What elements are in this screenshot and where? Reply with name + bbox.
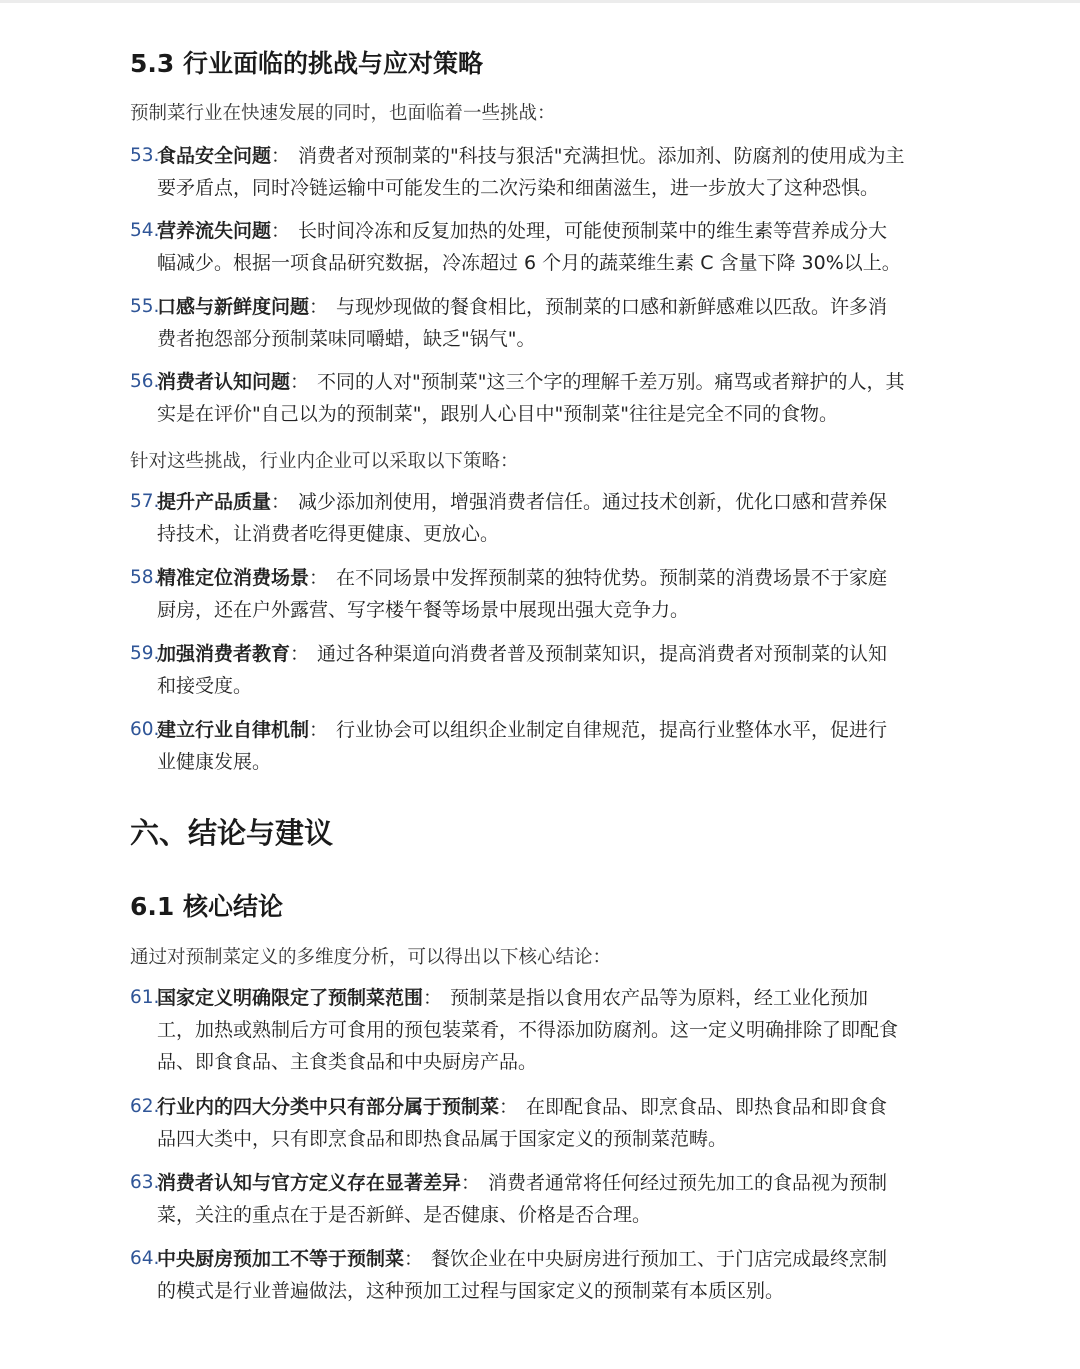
item-label: 中央厨房预加工不等于预制菜 xyxy=(157,1248,405,1270)
item-text: 业健康发展。 xyxy=(157,751,272,773)
list-number: 54. xyxy=(130,220,160,241)
item-text: 工，加热或熟制后方可食用的预包装菜肴，不得添加防腐剂。这一定义明确排除了即配食 xyxy=(157,1019,899,1041)
item-label: 食品安全问题 xyxy=(157,145,272,167)
item-text: 品四大类中，只有即烹食品和即热食品属于国家定义的预制菜范畴。 xyxy=(157,1128,728,1150)
item-label: 行业内的四大分类中只有部分属于预制菜 xyxy=(157,1096,500,1118)
item-text: 与现炒现做的餐食相比，预制菜的口感和新鲜感难以匹敌。许多消 xyxy=(336,296,888,318)
list-item-60: 60. 建立行业自律机制： 行业协会可以组织企业制定自律规范，提高行业整体水平，促进行 业健康发展。 xyxy=(130,714,955,778)
section-6-1-intro: 通过对预制菜定义的多维度分析，可以得出以下核心结论： xyxy=(130,947,612,968)
item-text: 消费者通常将任何经过预先加工的食品视为预制 xyxy=(488,1172,888,1194)
page-top-border xyxy=(0,0,1080,3)
item-text: 费者抱怨部分预制菜味同嚼蜡，缺乏"锅气"。 xyxy=(157,328,536,350)
chapter-heading-6: 六、结论与建议 xyxy=(130,816,334,850)
list-number: 60. xyxy=(130,719,160,740)
item-text: 不同的人对"预制菜"这三个字的理解千差万别。痛骂或者辩护的人，其 xyxy=(317,371,905,393)
list-item-57: 57. 提升产品质量： 减少添加剂使用，增强消费者信任。通过技术创新，优化口感和营养保 持技术，让消费者吃得更健康、更放心。 xyxy=(130,486,955,550)
list-item-55: 55. 口感与新鲜度问题： 与现炒现做的餐食相比，预制菜的口感和新鲜感难以匹敌。许多消 费者抱怨部分预制菜味同嚼蜡，缺乏"锅气"。 xyxy=(130,291,955,355)
item-text: 实是在评价"自己以为的预制菜"，跟别人心目中"预制菜"往往是完全不同的食物。 xyxy=(157,403,838,425)
list-number: 56. xyxy=(130,371,160,392)
item-label: 建立行业自律机制 xyxy=(157,719,310,741)
list-item-56: 56. 消费者认知问题： 不同的人对"预制菜"这三个字的理解千差万别。痛骂或者辩护的人，其 实是在评价"自己以为的预制菜"，跟别人心目中"预制菜"往往是完全不同的食物。 xyxy=(130,366,955,430)
item-label: 加强消费者教育 xyxy=(157,643,291,665)
list-number: 62. xyxy=(130,1096,160,1117)
item-text: 和接受度。 xyxy=(157,675,253,697)
list-number: 61. xyxy=(130,987,160,1008)
item-text: 在即配食品、即烹食品、即热食品和即食食 xyxy=(526,1096,888,1118)
list-number: 53. xyxy=(130,145,160,166)
list-number: 59. xyxy=(130,643,160,664)
section-heading-6-1: 6.1 核心结论 xyxy=(130,892,283,921)
list-item-61: 61. 国家定义明确限定了预制菜范围： 预制菜是指以食用农产品等为原料，经工业化预加 工，加热或熟制后方可食用的预包装菜肴，不得添加防腐剂。这一定义明确排除了即配食 品、即食食品、主食类食品和中央厨房产品。 xyxy=(130,982,955,1078)
item-text: 减少添加剂使用，增强消费者信任。通过技术创新，优化口感和营养保 xyxy=(298,491,888,513)
item-text: 持技术，让消费者吃得更健康、更放心。 xyxy=(157,523,500,545)
item-text: 菜，关注的重点在于是否新鲜、是否健康、价格是否合理。 xyxy=(157,1204,652,1226)
item-text: 行业协会可以组织企业制定自律规范，提高行业整体水平，促进行 xyxy=(336,719,888,741)
item-text: 消费者对预制菜的"科技与狠活"充满担忧。添加剂、防腐剂的使用成为主 xyxy=(298,145,905,167)
item-text: 餐饮企业在中央厨房进行预加工、于门店完成最终烹制 xyxy=(431,1248,888,1270)
list-item-54: 54. 营养流失问题： 长时间冷冻和反复加热的处理，可能使预制菜中的维生素等营养成分大 幅减少。根据一项食品研究数据，冷冻超过 6 个月的蔬菜维生素 C 含量下降 30%以上。 xyxy=(130,215,955,279)
item-label: 营养流失问题 xyxy=(157,220,272,242)
item-text: 品、即食食品、主食类食品和中央厨房产品。 xyxy=(157,1051,538,1073)
item-text: 幅减少。根据一项食品研究数据，冷冻超过 6 个月的蔬菜维生素 C 含量下降 30%以上。 xyxy=(157,252,901,274)
list-number: 63. xyxy=(130,1172,160,1193)
list-item-62: 62. 行业内的四大分类中只有部分属于预制菜： 在即配食品、即烹食品、即热食品和即食食 品四大类中，只有即烹食品和即热食品属于国家定义的预制菜范畴。 xyxy=(130,1091,955,1155)
item-text: 厨房，还在户外露营、写字楼午餐等场景中展现出强大竞争力。 xyxy=(157,599,690,621)
item-label: 消费者认知与官方定义存在显著差异 xyxy=(157,1172,462,1194)
item-label: 精准定位消费场景 xyxy=(157,567,310,589)
item-label: 提升产品质量 xyxy=(157,491,272,513)
item-text: 预制菜是指以食用农产品等为原料，经工业化预加 xyxy=(450,987,869,1009)
item-label: 口感与新鲜度问题 xyxy=(157,296,310,318)
list-item-59: 59. 加强消费者教育： 通过各种渠道向消费者普及预制菜知识，提高消费者对预制菜的认知 和接受度。 xyxy=(130,638,955,702)
list-item-53: 53. 食品安全问题： 消费者对预制菜的"科技与狠活"充满担忧。添加剂、防腐剂的使用成为主 要矛盾点，同时冷链运输中可能发生的二次污染和细菌滋生，进一步放大了这种恐惧。 xyxy=(130,140,955,204)
section-heading-5-3: 5.3 行业面临的挑战与应对策略 xyxy=(130,49,483,78)
list-item-64: 64. 中央厨房预加工不等于预制菜： 餐饮企业在中央厨房进行预加工、于门店完成最终烹制 的模式是行业普遍做法，这种预加工过程与国家定义的预制菜有本质区别。 xyxy=(130,1243,955,1307)
list-number: 57. xyxy=(130,491,160,512)
list-item-58: 58. 精准定位消费场景： 在不同场景中发挥预制菜的独特优势。预制菜的消费场景不于家庭 厨房，还在户外露营、写字楼午餐等场景中展现出强大竞争力。 xyxy=(130,562,955,626)
item-label: 国家定义明确限定了预制菜范围 xyxy=(157,987,424,1009)
list-number: 55. xyxy=(130,296,160,317)
item-label: 消费者认知问题 xyxy=(157,371,291,393)
item-text: 长时间冷冻和反复加热的处理，可能使预制菜中的维生素等营养成分大 xyxy=(298,220,888,242)
list-number: 64. xyxy=(130,1248,160,1269)
strategy-intro: 针对这些挑战，行业内企业可以采取以下策略： xyxy=(130,451,519,472)
item-text: 要矛盾点，同时冷链运输中可能发生的二次污染和细菌滋生，进一步放大了这种恐惧。 xyxy=(157,177,880,199)
item-text: 的模式是行业普遍做法，这种预加工过程与国家定义的预制菜有本质区别。 xyxy=(157,1280,785,1302)
list-item-63: 63. 消费者认知与官方定义存在显著差异： 消费者通常将任何经过预先加工的食品视为预制 菜，关注的重点在于是否新鲜、是否健康、价格是否合理。 xyxy=(130,1167,955,1231)
item-text: 通过各种渠道向消费者普及预制菜知识，提高消费者对预制菜的认知 xyxy=(317,643,888,665)
list-number: 58. xyxy=(130,567,160,588)
section-5-3-intro: 预制菜行业在快速发展的同时，也面临着一些挑战： xyxy=(130,103,556,124)
item-text: 在不同场景中发挥预制菜的独特优势。预制菜的消费场景不于家庭 xyxy=(336,567,888,589)
